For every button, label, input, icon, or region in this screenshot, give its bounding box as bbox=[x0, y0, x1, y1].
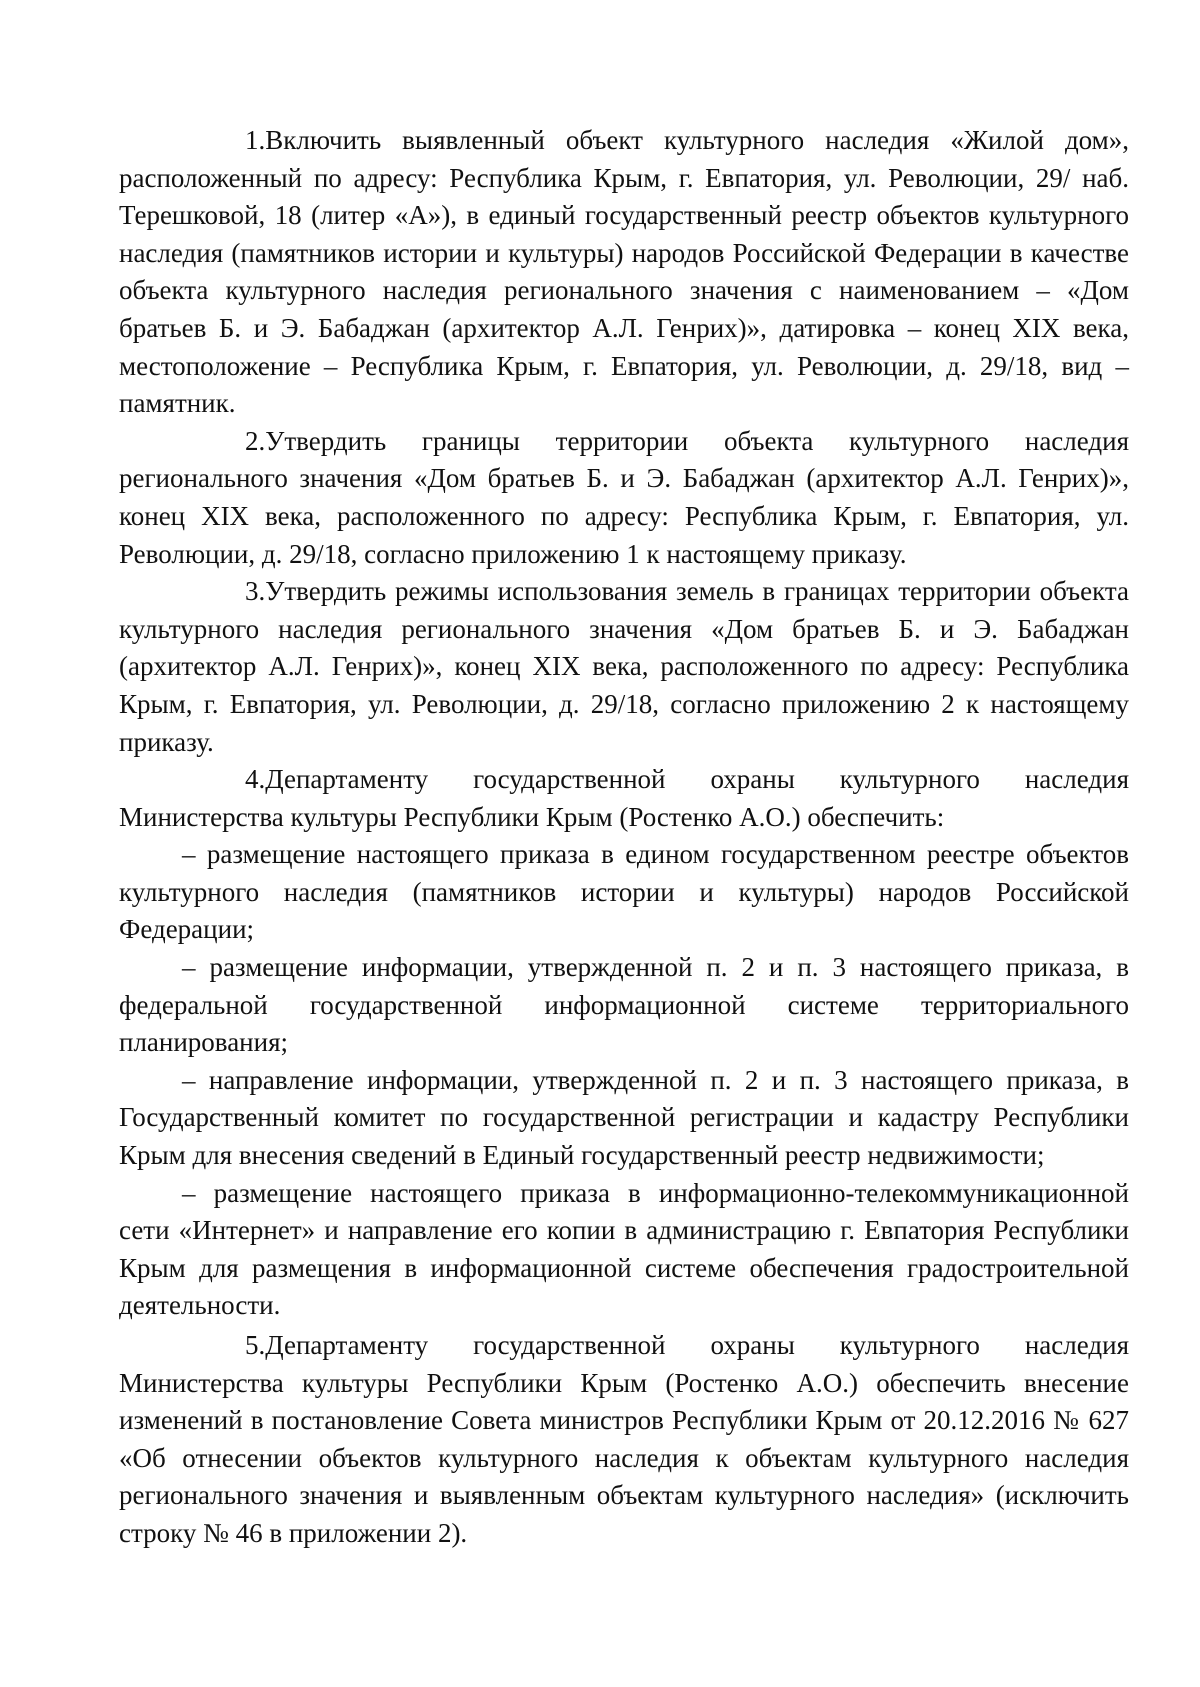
paragraph-text: Утвердить границы территории объекта культурного наследия регионального значения «Дом братьев Б. и Э. Бабаджан (архитектор А.Л. Генрих)», конец XIX века, расположенного по адресу: Республика Крым, г. Евпатория, ул. Революции, д. 29/18, согласно приложению 1 к настоящему приказу. bbox=[119, 425, 1129, 569]
paragraph-4 bbox=[119, 761, 1129, 836]
list-item: – размещение информации, утвержденной п. 2 и п. 3 настоящего приказа, в федеральной государственной информационной системе территориального планирования; bbox=[119, 952, 1129, 1058]
paragraph-text: Департаменту государственной охраны культурного наследия Министерства культуры Республики Крым (Ростенко А.О.) обеспечить: bbox=[119, 764, 1129, 832]
paragraph-5 bbox=[119, 1327, 1129, 1553]
paragraph-number: 1. bbox=[245, 125, 266, 155]
list-item: – направление информации, утвержденной п. 2 и п. 3 настоящего приказа, в Государственный комитет по государственной регистрации и кадастру Республики Крым для внесения сведений в Единый государственный реестр недвижимости; bbox=[119, 1064, 1129, 1171]
paragraph-number: 5. bbox=[245, 1330, 266, 1360]
paragraph-1 bbox=[119, 122, 1129, 423]
paragraph-text: Утвердить режимы использования земель в границах территории объекта культурного наследия регионального значения «Дом братьев Б. и Э. Бабаджан (архитектор А.Л. Генрих)», конец XIX века, расположенного по адресу: Республика Крым, г. Евпатория, ул. Революции, д. 29/18, согласно приложению 2 к настоящему приказу. bbox=[119, 576, 1129, 757]
paragraph-text: Департаменту государственной охраны культурного наследия Министерства культуры Республики Крым (Ростенко А.О.) обеспечить внесение изменений в постановление Совета министров Республики Крым от 20.12.2016 № 627 «Об отнесении объектов культурного наследия к объектам культурного наследия регионального значения и выявленным объектам культурного наследия» (исключить строку № 46 в приложении 2). bbox=[119, 1330, 1129, 1548]
paragraph-text: Включить выявленный объект культурного наследия «Жилой дом», расположенный по адресу: Республика Крым, г. Евпатория, ул. Революции, 29/ наб. Терешковой, 18 (литер «А»), в единый государственный реестр объектов культурного наследия (памятников истории и культуры) народов Российской Федерации в качестве объекта культурного наследия регионального значения с наименованием – «Дом братьев Б. и Э. Бабаджан (архитектор А.Л. Генрих)», датировка – конец XIX века, местоположение – Республика Крым, г. Евпатория, ул. Революции, д. 29/18, вид – памятник. bbox=[119, 125, 1129, 419]
paragraph-number: 2. bbox=[245, 425, 266, 456]
paragraph-3 bbox=[119, 573, 1129, 761]
paragraph-number: 4. bbox=[245, 764, 266, 795]
document-body bbox=[119, 122, 1129, 1553]
list-item: – размещение настоящего приказа в едином государственном реестре объектов культурного наследия (памятников истории и культуры) народов Российской Федерации; bbox=[119, 839, 1129, 945]
paragraph-number: 3. bbox=[245, 576, 266, 607]
paragraph-2 bbox=[119, 423, 1129, 573]
list-item: – размещение настоящего приказа в информационно-телекоммуникационной сети «Интернет» и направление его копии в администрацию г. Евпатория Республики Крым для размещения в информационной системе обеспечения градостроительной деятельности. bbox=[119, 1177, 1129, 1321]
